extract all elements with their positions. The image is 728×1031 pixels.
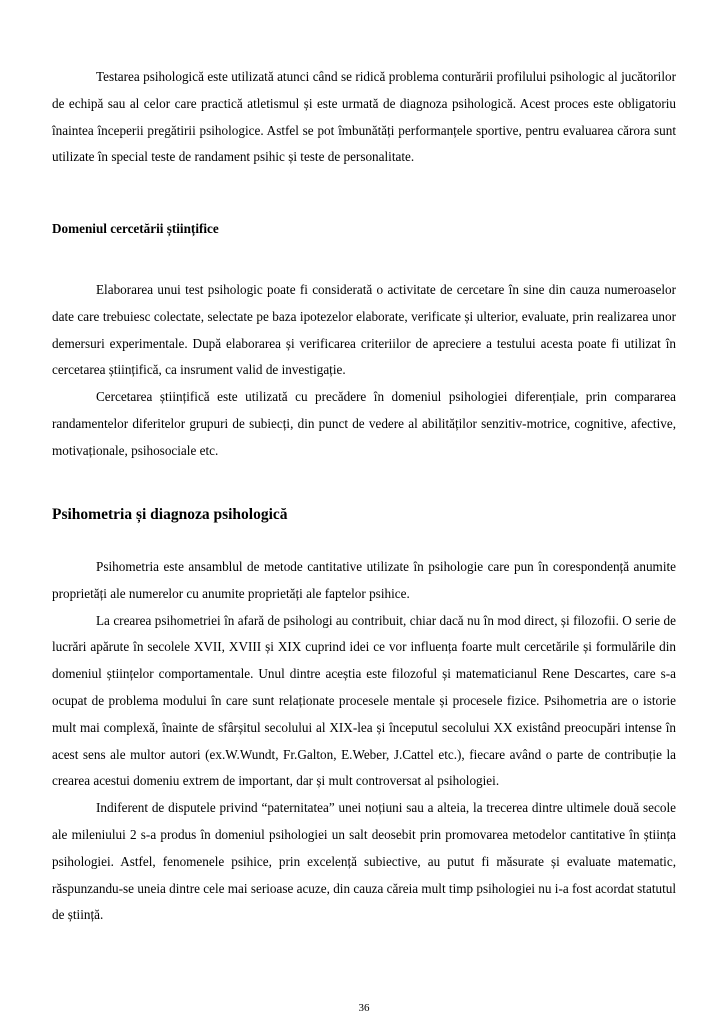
research-paragraph-2: Cercetarea științifică este utilizată cu precădere în domeniul psihologiei diferențiale, prin compararea randamentelor diferitelor grupuri de subiecți, din punct de vedere al abilităților senzitiv-motrice, cognitive, afective, motivaționale, psihosociale etc. [52, 389, 676, 458]
research-section [52, 277, 676, 465]
psychometry-paragraph-3: Indiferent de disputele privind “paternitatea” unei noțiuni sau a alteia, la trecerea dintre ultimele două secole ale mileniului 2 s-a produs în domeniul psihologiei un salt deosebit prin promovarea metodelor cantitative în știința psihologiei. Astfel, fenomenele psihice, prin excelență subiective, au putut fi măsurate și evaluate matematic, răspunzandu-se uneia dintre cele mai serioase acuze, din cauza căreia mult timp psihologiei nu i-a fost acordat statutul de știință. [52, 800, 676, 923]
section-heading-psychometry: Psihometria și diagnoza psihologică [52, 506, 288, 523]
intro-paragraph: Testarea psihologică este utilizată atunci când se ridică problema conturării profilului psihologic al jucătorilor de echipă sau al celor care practică atletismul și este urmată de diagnoza psihologică. Acest proces este obligatoriu înaintea începerii pregătirii psihologice. Astfel se pot îmbunătăți performanțele sportive, pentru evaluarea cărora sunt utilizate în special teste de randament psihic și teste de personalitate. [52, 69, 676, 165]
psychometry-paragraph-2: La crearea psihometriei în afară de psihologi au contribuit, chiar dacă nu în mod direct, și filozofii. O serie de lucrări apărute în secolele XVII, XVIII și XIX cuprind idei ce vor influența foarte mult cercetările și formulările din domeniul științelor comportamentale. Unul dintre aceștia este filozoful și matematicianul Rene Descartes, care s-a ocupat de problema modului în care sunt relaționate procesele mentale și procesele fizice. Psihometria are o istorie mult mai complexă, înainte de sfârșitul secolului al XIX-lea și începutul secolului XX existând preocupări intense în acest sens ale multor autori (ex.W.Wundt, Fr.Galton, E.Weber, J.Cattel etc.), fiecare având o parte de contribuție la crearea acestui domeniu extrem de important, dar și mult controversat al psihologiei. [52, 612, 676, 789]
research-paragraph-1: Elaborarea unui test psihologic poate fi considerată o activitate de cercetare în sine din cauza numeroaselor date care trebuiesc colectate, selectate pe baza ipotezelor elaborate, verificate și ulterior, evaluate, prin realizarea unor demersuri experimentale. După elaborarea și verificarea criteriilor de apreciere a testului acesta poate fi utilizat în cercetarea științifică, ca insrument valid de investigație. [52, 282, 676, 378]
psychometry-paragraph-1: Psihometria este ansamblul de metode cantitative utilizate în psihologie care pun în corespondență anumite proprietăți ale numerelor cu anumite proprietăți ale faptelor psihice. [52, 559, 676, 601]
page-number: 36 [358, 1002, 370, 1014]
psychometry-section [52, 554, 676, 929]
section-heading-research: Domeniul cercetării științifice [52, 221, 219, 236]
intro-section [52, 64, 676, 171]
